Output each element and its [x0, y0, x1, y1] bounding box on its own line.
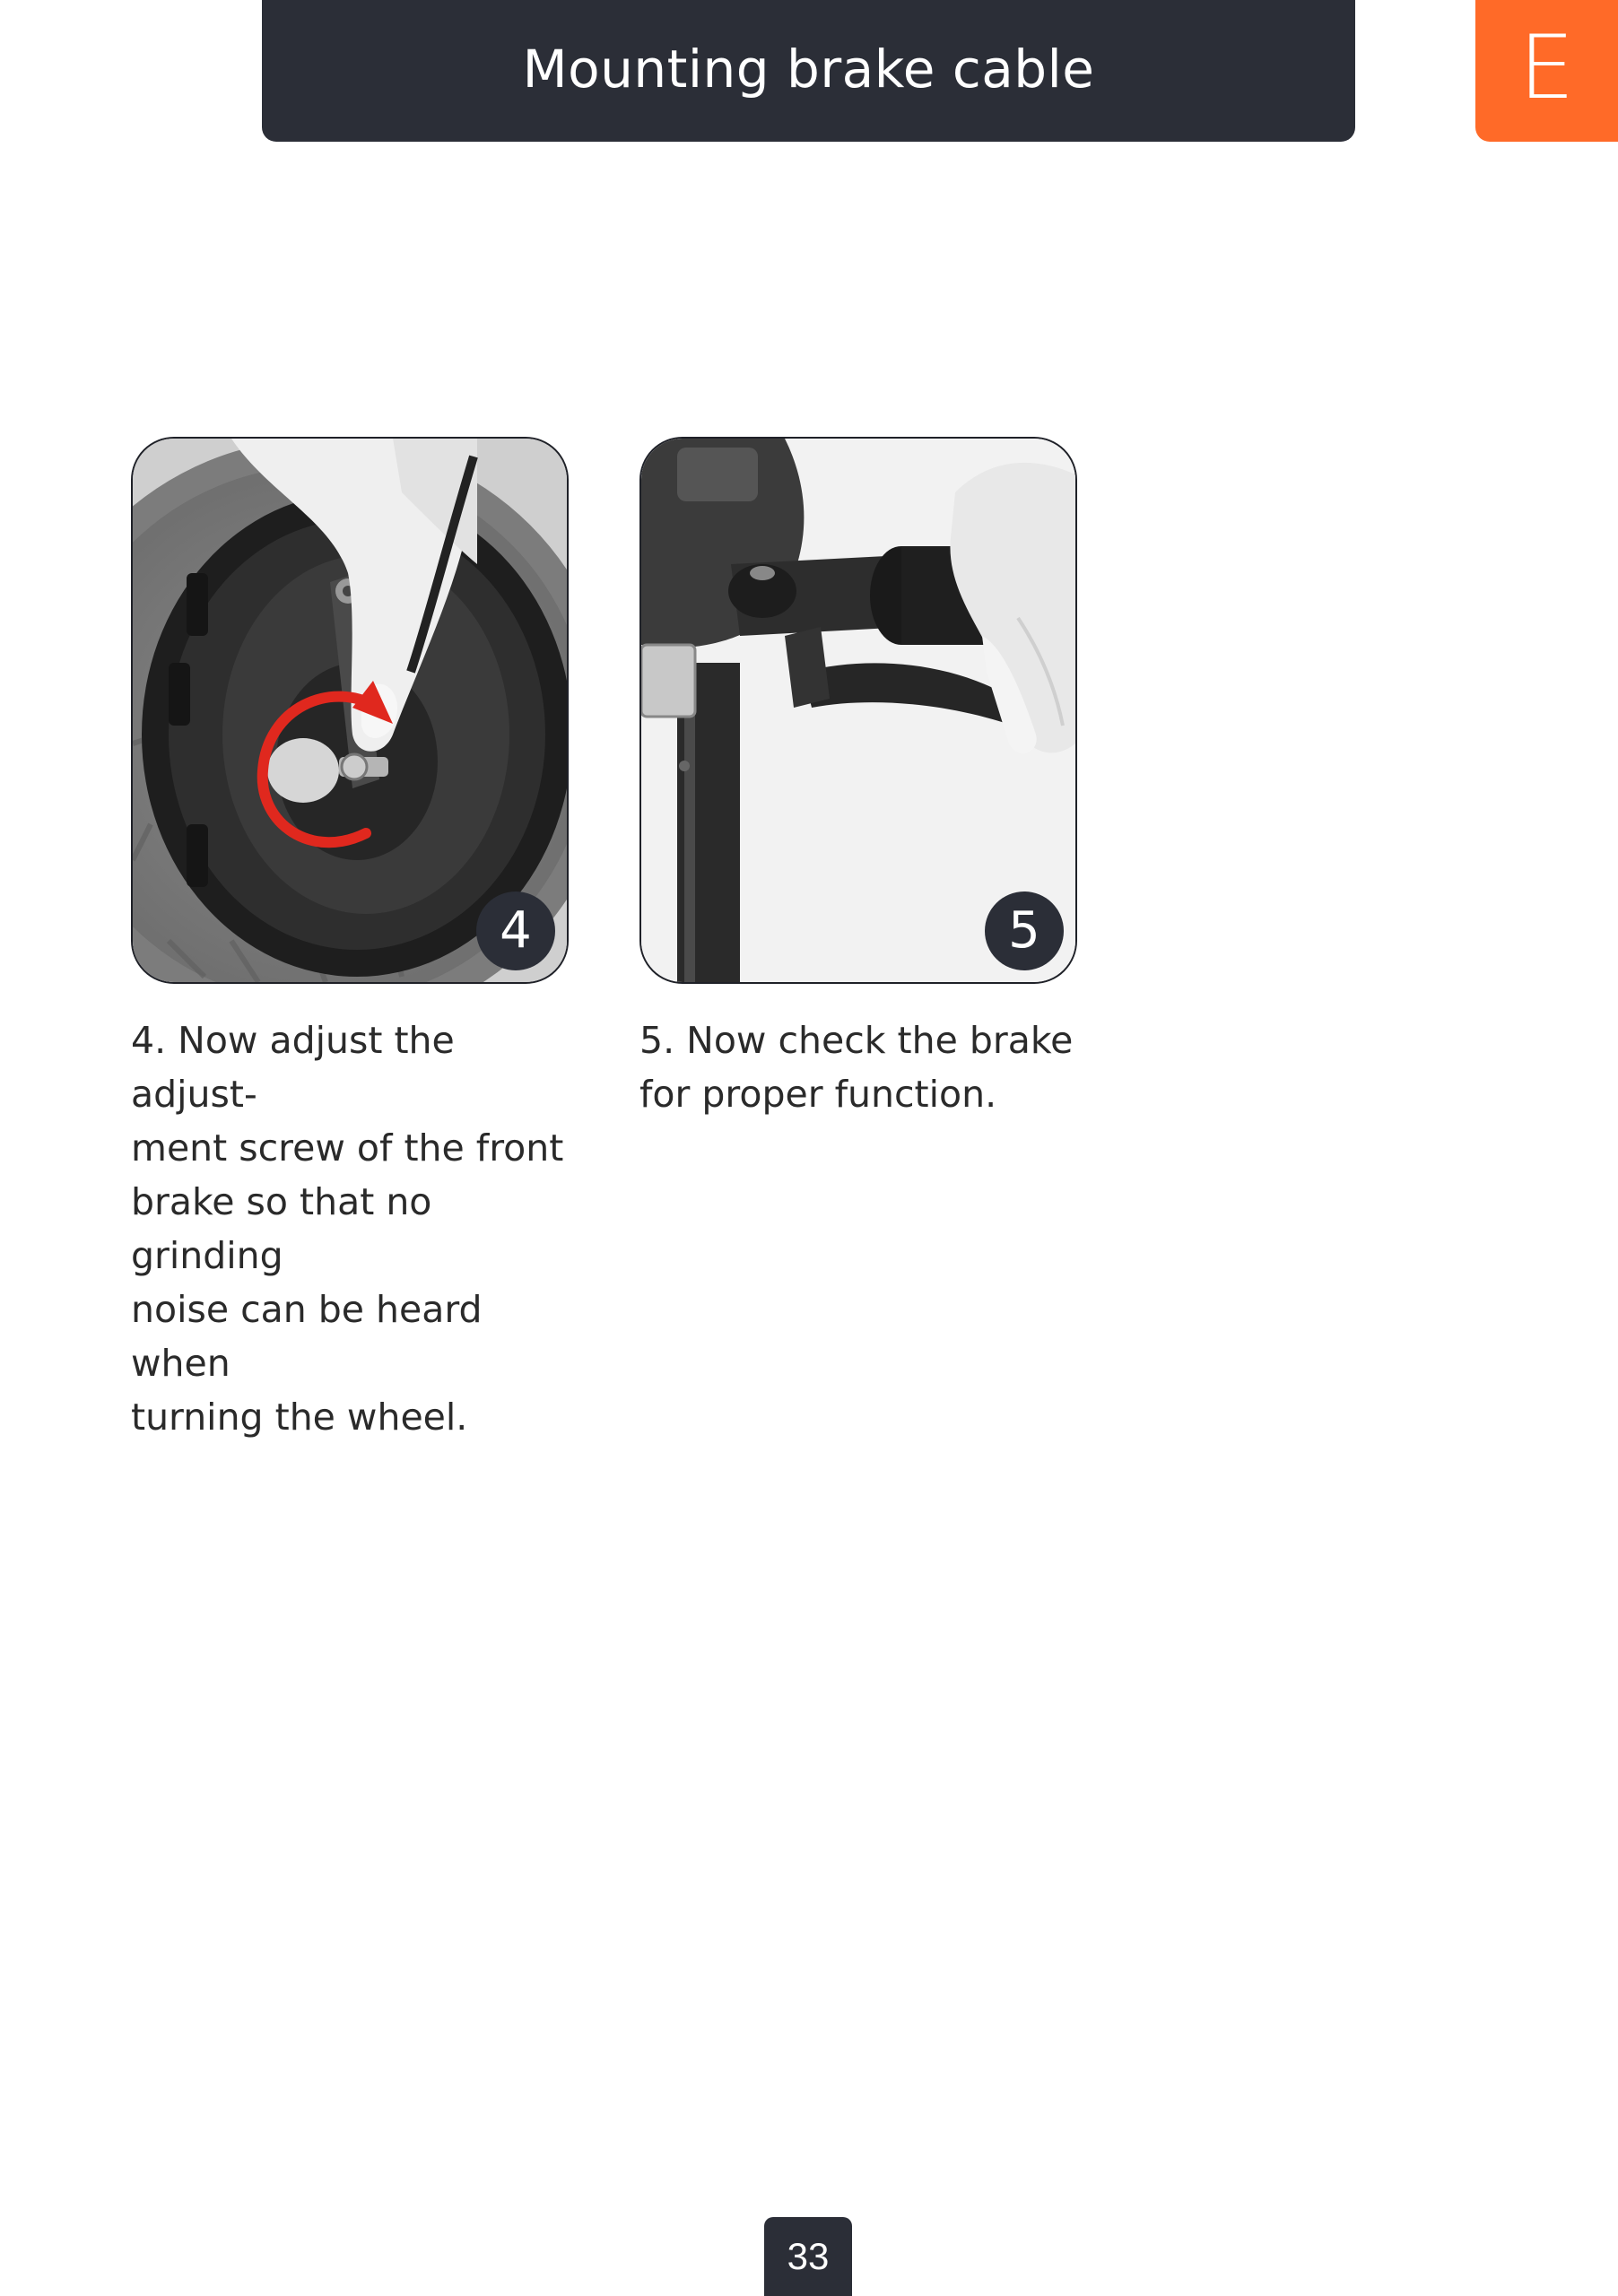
- step-4-description: 4. Now adjust the adjust- ment screw of the front brake so that no grinding noise can be heard when turning the wheel.: [131, 1019, 564, 1439]
- language-tab: [1475, 0, 1618, 142]
- step-4-badge-number: 4: [500, 901, 532, 960]
- step-5-badge-number: 5: [1008, 901, 1040, 960]
- language-tab-letter: E: [1518, 17, 1575, 119]
- page-title: Mounting brake cable: [522, 39, 1095, 100]
- step-4-photo: [131, 437, 569, 984]
- header-bar: [262, 0, 1355, 142]
- step-5-photo: [639, 437, 1077, 984]
- step-4-badge: [476, 891, 555, 970]
- page-number-tab: [764, 2217, 852, 2296]
- step-5-description: 5. Now check the brake for proper function.: [639, 1019, 1074, 1116]
- step-5-badge: [985, 891, 1064, 970]
- page-number: 33: [787, 2235, 830, 2277]
